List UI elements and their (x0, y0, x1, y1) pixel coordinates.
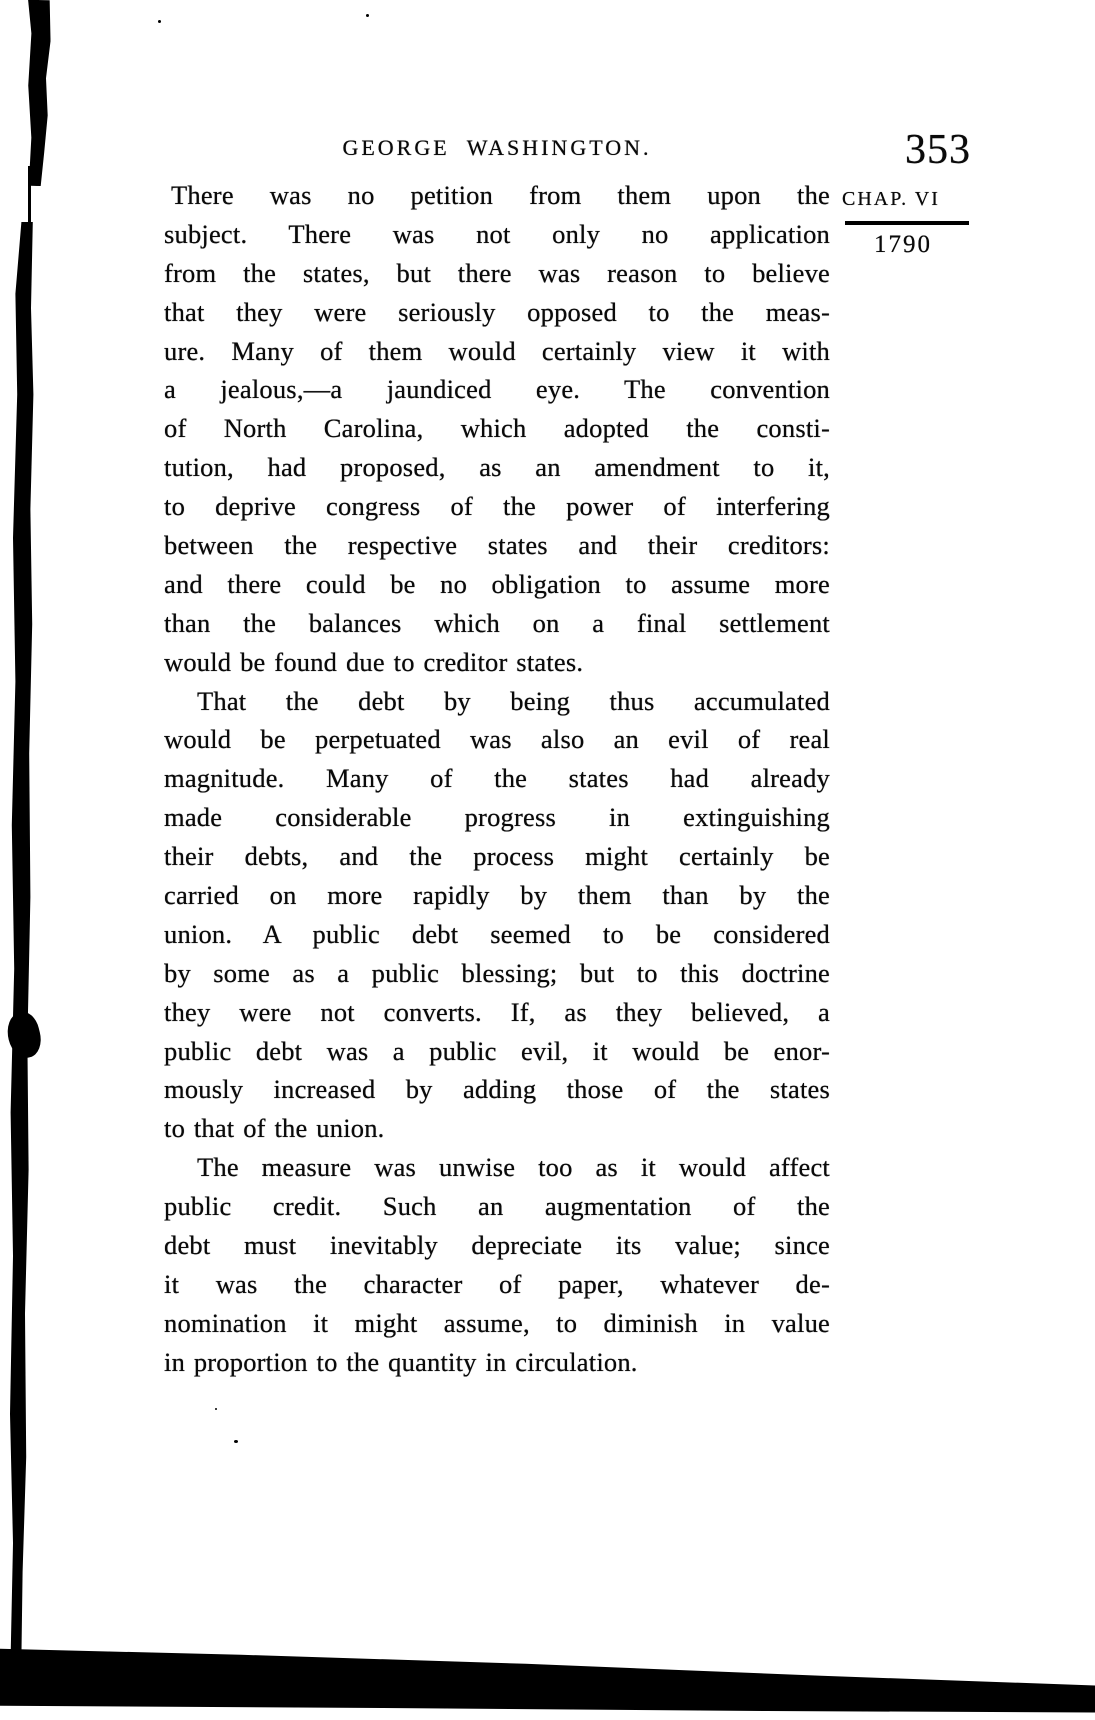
text-line: debt must inevitably depreciate its value; since (164, 1230, 830, 1261)
scan-shadow-bottom (0, 1645, 1095, 1720)
text-line: and there could be no obligation to assume more (164, 568, 830, 599)
scan-speck (234, 1440, 238, 1443)
text-line: union. A public debt seemed to be considered (164, 918, 830, 949)
text-line: tution, had proposed, as an amendment to it, (164, 452, 830, 483)
text-line: That the debt by being thus accumulated (197, 685, 830, 716)
text-line: would be found due to creditor states. (164, 646, 584, 677)
text-line: ure. Many of them would certainly view it with (164, 335, 830, 366)
margin-rule (845, 221, 969, 225)
body-text (164, 176, 830, 1382)
text-line: There was no petition from them upon the (171, 180, 830, 210)
text-line: that they were seriously opposed to the meas- (164, 296, 830, 327)
text-line: carried on more rapidly by them than by the (164, 880, 830, 911)
binding-edge-artifact-top (23, 0, 51, 186)
text-line: mously increased by adding those of the states (164, 1074, 830, 1105)
text-line: nomination it might assume, to diminish in value (164, 1307, 830, 1338)
scan-speck (366, 14, 369, 17)
text-line: subject. There was not only no application (164, 218, 830, 249)
text-line: public credit. Such an augmentation of the (164, 1191, 830, 1222)
text-line: to deprive congress of the power of interfering (164, 491, 830, 522)
scan-speck (158, 20, 161, 23)
text-line: public debt was a public evil, it would be enor- (164, 1035, 830, 1066)
binding-edge-artifact-strip (4, 222, 34, 1658)
page-number: 353 (905, 127, 971, 173)
text-line: by some as a public blessing; but to this doctrine (164, 957, 830, 988)
running-header: GEORGE WASHINGTON. (342, 135, 652, 160)
text-line: magnitude. Many of the states had already (164, 763, 830, 794)
text-line: between the respective states and their creditors: (164, 530, 830, 561)
scan-speck (215, 1408, 217, 1410)
margin-chapter-label: CHAP. VI (842, 188, 940, 210)
text-line: to that of the union. (164, 1113, 385, 1144)
text-line: in proportion to the quantity in circulation. (164, 1346, 638, 1377)
text-line: from the states, but there was reason to believe (164, 257, 830, 288)
text-line: of North Carolina, which adopted the consti- (164, 413, 830, 444)
text-line: a jealous,—a jaundiced eye. The convention (164, 374, 830, 405)
text-line: than the balances which on a final settlement (164, 607, 830, 638)
text-line: their debts, and the process might certainly be (164, 841, 830, 872)
text-line: they were not converts. If, as they believed, a (164, 996, 830, 1027)
text-line: made considerable progress in extinguishing (164, 802, 830, 833)
binding-edge-artifact-blob (3, 1009, 45, 1061)
text-line: it was the character of paper, whatever de- (164, 1268, 830, 1299)
text-line: would be perpetuated was also an evil of real (164, 724, 830, 755)
text-line: The measure was unwise too as it would affect (197, 1152, 830, 1183)
margin-year-label: 1790 (874, 231, 932, 258)
